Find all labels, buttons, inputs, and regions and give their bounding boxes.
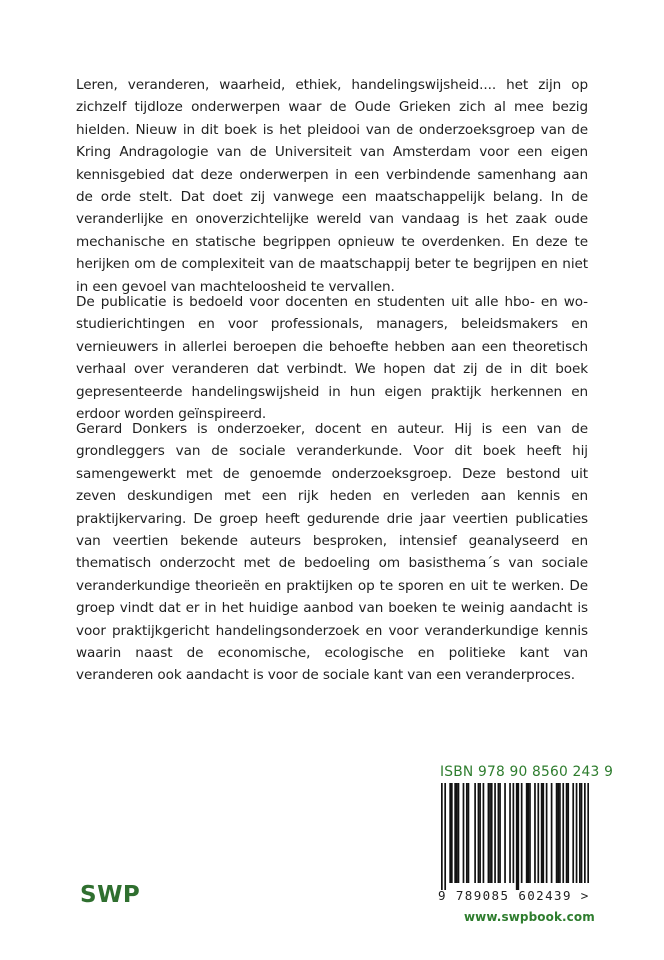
barcode-number: 9 789085 602439 > — [438, 888, 590, 903]
publisher-logo: SWP — [80, 882, 141, 908]
isbn-label: ISBN 978 90 8560 243 9 — [440, 764, 614, 780]
blurb-paragraph-2: De publicatie is bedoeld voor docenten en studenten uit alle hbo- en wo-studierichtingen en voor professionals, managers, beleidsmakers en vernieuwers in allerlei beroepen die behoefte hebben aan een theoretisch verhaal over veranderen dat verbindt. We hopen dat zij de in dit boek gepresenteerde handelingswijsheid in hun eigen praktijk herkennen en erdoor worden geïnspireerd. — [76, 294, 588, 423]
publisher-website: www.swpbook.com — [464, 910, 595, 924]
author-paragraph: Gerard Donkers is onderzoeker, docent en auteur. Hij is een van de grondleggers van de sociale veranderkunde. Voor dit boek heeft hij samengewerkt met de genoemde onderzoeksgroep. Deze bestond uit zeven deskundigen met een rijk heden en verleden aan kennis en praktijkervaring. De groep heeft gedurende drie jaar veertien publicaties van veertien bekende auteurs besproken, intensief geanalyseerd en thematisch onderzocht met de bedoeling om basisthema´s van sociale veranderkundige theorieën en praktijken op te sporen en uit te werken. De groep vindt dat er in het huidige aanbod van boeken te weinig aandacht is voor praktijkgericht handelingsonderzoek en voor veranderkundige kennis waarin naast de economische, ecologische en politieke kant van veranderen ook aandacht is voor de sociale kant van een veranderproces. — [76, 421, 588, 684]
barcode-icon — [441, 783, 589, 890]
blurb-paragraph-1: Leren, veranderen, waarheid, ethiek, handelingswijsheid.... het zijn op zichzelf tijdloze onderwerpen waar de Oude Grieken zich al mee bezig hielden. Nieuw in dit boek is het pleidooi van de onderzoeksgroep van de Kring Andragologie van de Universiteit van Amsterdam voor een eigen kennisgebied dat deze onderwerpen in een verbindende samenhang aan de orde stelt. Dat doet zij vanwege een maatschappelijk belang. In de veranderlijke en onoverzichtelijke wereld van vandaag is het zaak oude mechanische en statische begrippen opnieuw te overdenken. En deze te herijken om de complexiteit van de maatschappij beter te begrijpen en niet in een gevoel van machteloosheid te vervallen. — [76, 77, 588, 295]
